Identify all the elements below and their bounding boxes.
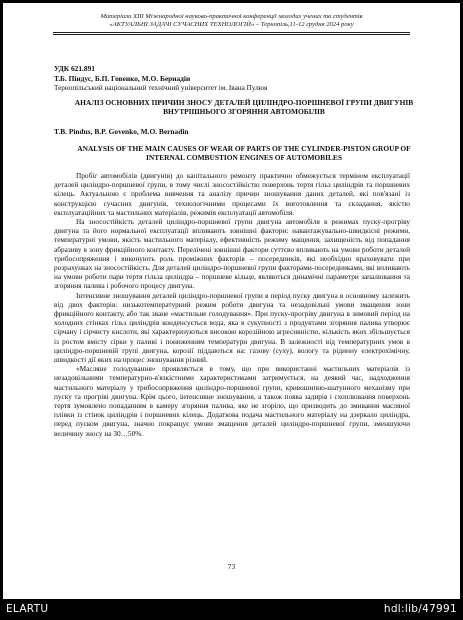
body-paragraph: Пробіг автомобілів (двигунів) до капітального ремонту практично обмежується терміном експлуатації деталей циліндро-поршневої групи, в тому числі зносостійкістю поверхонь тертя гільз циліндрів та поршневих кілець. Актуальною є проблема вивчення та аналізу причин зношування даних деталей, які пов'язані із конструкцією сучасних двигунів, технологічними процесами їх виготовлення та складання, якістю експлуатаційних та мастильних матеріалів, режимів експлуатації автомобіля. (54, 171, 410, 217)
repository-name: ELARTU (6, 603, 49, 615)
conference-header-line1: Матеріали ХІІІ Міжнародної науково-практичної конференції молодих учених та студентів (100, 13, 363, 20)
conference-header (21, 13, 442, 29)
body-paragraph: Інтенсивне зношування деталей циліндро-поршневої групи в період пуску двигуна в основному залежить від двох факторів: низькотемпературний режим роботи двигуна та незадовільні умови змащення зони фрикційного контакту, або так зване «мастильне голодування». При пуску-прогріву двигуна в зимовий період на холодних стінках гільз циліндрів конденсується вода, яка в сукупності з продуктами згоряння палива утворює сірчану і сірчисту кислоти, які характеризуються високою корозійною агресивністю, кількість яких збільшується із ростом вмісту сірки у паливі і пониженням температури двигуна. В залежності від температурних умов в циліндро-поршневій групі двигуна, корозії піддаються на: газову (суху), вологу та рідинну електрохімічну, швидкості дії яких на процес зношування різний. (54, 290, 410, 365)
article-body (54, 171, 410, 438)
authors-ukrainian: Т.Б. Піндус, Б.П. Говенко, М.О. Бернадін (54, 74, 191, 83)
udc-code: УДК 621.891 (54, 64, 95, 73)
body-paragraph: На зносостійкість деталей циліндро-поршневої групи двигуна автомобіля в режимах пуску-прогріву двигуна та його нормальної експлуатації впливають зовнішні фактори: навантажувально-швидкісні режими, температурні умови, якість мастильного матеріалу, ефективність режиму мащення, захищеність від попадання абразиву в зону фрикційного контакту. Перелічені зовнішні фактори суттєво впливають на умови роботи деталей трибосопряження і виконують роль проміжних факторів – посередників, які необхідно враховувати при розрахунках на зносостійкість. Для деталей циліндро-поршневої групи факторами-посередниками, які впливають на умови роботи пари тертя гільза циліндра – поршневе кільце, являються динамічні параметри запалювання та згоряння палива і робочого процесу двигуна. (54, 217, 410, 291)
page-number: 73 (227, 562, 236, 571)
body-paragraph: «Масляне голодування» проявляється в тому, що при використанні мастильних матеріалів із незадовільними температурно-в'язкістними характеристиками затримується, на деякий час, надходження мастильного матеріалу у трибосопряження циліндро-поршневої групи, кривошипно-шатунного механізму при пуску та прогріві двигуна. Крім цього, інтенсивне зношування, а також поява задирів і схоплювання поверхонь тертя зумовлено попаданням в камеру згоряння палива, яке не згоріло, що призводить до змивання масляної плівки із стінок циліндрів і поршневих кілець. Додаткова подача мастильного матеріалу на дзеркало циліндра, перед пуском двигуна, значно покращує умови змащення деталей циліндро-поршневої групи, зменшуючи величину зносу на 30…50%. (54, 364, 410, 438)
authors-english: T.B. Pindus, B.P. Govenko, M.O. Bernadin (54, 127, 189, 136)
header-double-rule (53, 32, 410, 35)
affiliation: Тернопільський національний технічний університет ім. Івана Пулюя (54, 84, 268, 92)
article-title-ukrainian: АНАЛІЗ ОСНОВНИХ ПРИЧИН ЗНОСУ ДЕТАЛЕЙ ЦИЛІНДРО-ПОРШНЕВОЇ ГРУПИ ДВИГУНІВ ВНУТРІШНЬОГО ЗГОРЯННЯ АВТОМОБІЛІВ (74, 98, 414, 116)
handle-identifier[interactable]: hdl:lib/47991 (383, 603, 457, 615)
document-page (3, 3, 460, 599)
conference-header-line2: «АКТУАЛЬНІ ЗАДАЧІ СУЧАСНИХ ТЕХНОЛОГІЙ» – Тернопіль,11-12 грудня 2024 року (109, 21, 354, 28)
article-title-english: ANALYSIS OF THE MAIN CAUSES OF WEAR OF PARTS OF THE CYLINDER-PISTON GROUP OF INTERNAL COMBUSTION ENGINES OF AUTOMOBILES (77, 144, 411, 162)
